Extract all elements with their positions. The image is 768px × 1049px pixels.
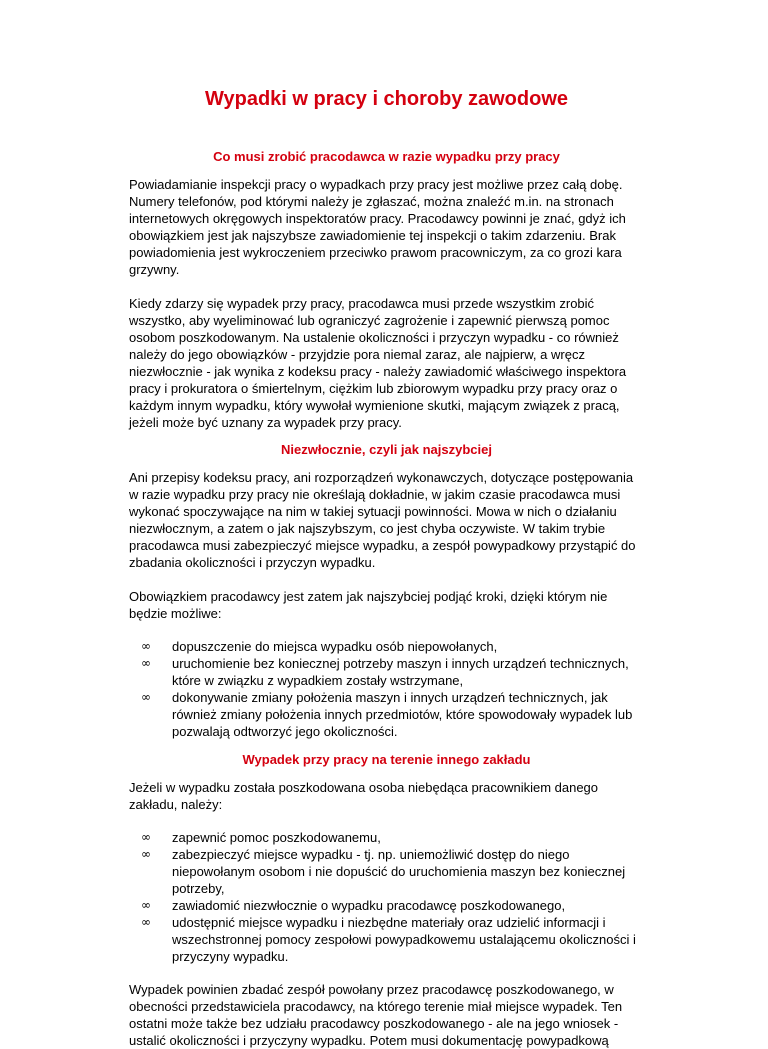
list-item-text: zawiadomić niezwłocznie o wypadku pracodawcę poszkodowanego, [172,898,566,913]
list-item [129,914,644,965]
list-item [129,846,644,897]
bullet-icon: ∞ [141,830,151,844]
list-item-text: uruchomienie bez koniecznej potrzeby maszyn i innych urządzeń technicznych, które w związku z wypadkiem zostały wstrzymane, [172,656,629,688]
list-item-text: udostępnić miejsce wypadku i niezbędne materiały oraz udzielić informacji i wszechstronnej pomocy zespołowi powypadkowemu ustalającemu okoliczności i przyczyny wypadku. [172,915,636,964]
bullet-icon: ∞ [141,847,151,861]
paragraph: Powiadamianie inspekcji pracy o wypadkach przy pracy jest możliwe przez całą dobę. Numery telefonów, pod którymi należy je zgłaszać, można znaleźć m.in. na stronach internetowych okręgowych inspektoratów pracy. Pracodawcy powinni je znać, gdyż ich obowiązkiem jest jak najszybsze zawiadomienie tej inspekcji o takim zdarzeniu. Brak powiadomienia jest wykroczeniem przeciwko prawom pracowniczym, za co grozi kara grzywny. [129,177,626,277]
document-content [129,86,644,1049]
bullet-icon: ∞ [141,898,151,912]
list-item [129,829,644,846]
list-item-text: zabezpieczyć miejsce wypadku - tj. np. uniemożliwić dostęp do niego niepowołanym osobom i nie dopuścić do uruchomienia maszyn bez koniecznej potrzeby, [172,847,626,896]
bullet-list [129,829,644,965]
paragraph: Obowiązkiem pracodawcy jest zatem jak najszybciej podjąć kroki, dzięki którym nie będzie możliwe: [129,589,608,621]
bullet-icon: ∞ [141,915,151,929]
bullet-list [129,638,644,740]
section-heading-other-workplace: Wypadek przy pracy na terenie innego zakładu [242,752,531,767]
list-item-text: dopuszczenie do miejsca wypadku osób niepowołanych, [172,639,498,654]
paragraph: Wypadek powinien zbadać zespół powołany przez pracodawcę poszkodowanego, w obecności przedstawiciela pracodawcy, na którego terenie miał miejsce wypadek. Ten ostatni może także bez udziału pracodawcy poszkodowanego - ale na jego wniosek - ustalić okoliczności i przyczyny wypadku. Potem musi dokumentację powypadkową [129,982,623,1048]
list-item-text: dokonywanie zmiany położenia maszyn i innych urządzeń technicznych, jak również zmiany położenia innych przedmiotów, które spowodowały wypadek lub pozwalają odtworzyć jego okoliczności. [172,690,633,739]
bullet-icon: ∞ [141,656,151,670]
list-item [129,897,644,914]
section-heading-immediately: Niezwłocznie, czyli jak najszybciej [281,442,492,457]
bullet-icon: ∞ [141,690,151,704]
section-heading-employer-duties: Co musi zrobić pracodawca w razie wypadku przy pracy [213,149,560,164]
list-item [129,689,644,740]
list-item [129,655,644,689]
paragraph: Jeżeli w wypadku została poszkodowana osoba niebędąca pracownikiem danego zakładu, należy: [129,780,599,812]
bullet-icon: ∞ [141,639,151,653]
list-item [129,638,644,655]
paragraph: Kiedy zdarzy się wypadek przy pracy, pracodawca musi przede wszystkim zrobić wszystko, aby wyeliminować lub ograniczyć zagrożenie i zapewnić pierwszą pomoc osobom poszkodowanym. Na ustalenie okoliczności i przyczyn wypadku - co również należy do jego obowiązków - przyjdzie pora niemal zaraz, ale najpierw, a wręcz niezwłocznie - jak wynika z kodeksu pracy - należy zawiadomić właściwego inspektora pracy i prokuratora o śmiertelnym, ciężkim lub zbiorowym wypadku przy pracy oraz o każdym innym wypadku, który wywołał wymienione skutki, mającym związek z pracą, jeżeli może być uznany za wypadek przy pracy. [129,296,627,430]
document-title: Wypadki w pracy i choroby zawodowe [204,88,569,110]
paragraph: Ani przepisy kodeksu pracy, ani rozporządzeń wykonawczych, dotyczące postępowania w razie wypadku przy pracy nie określają dokładnie, w jakim czasie pracodawca musi wykonać spoczywające na nim w takiej sytuacji powinności. Mowa w nich o działaniu niezwłocznym, a zatem o jak najszybszym, co jest chyba oczywiste. W takim trybie pracodawca musi zabezpieczyć miejsce wypadku, a zespół powypadkowy przystąpić do zbadania okoliczności i przyczyn wypadku. [129,470,636,570]
list-item-text: zapewnić pomoc poszkodowanemu, [172,830,381,845]
